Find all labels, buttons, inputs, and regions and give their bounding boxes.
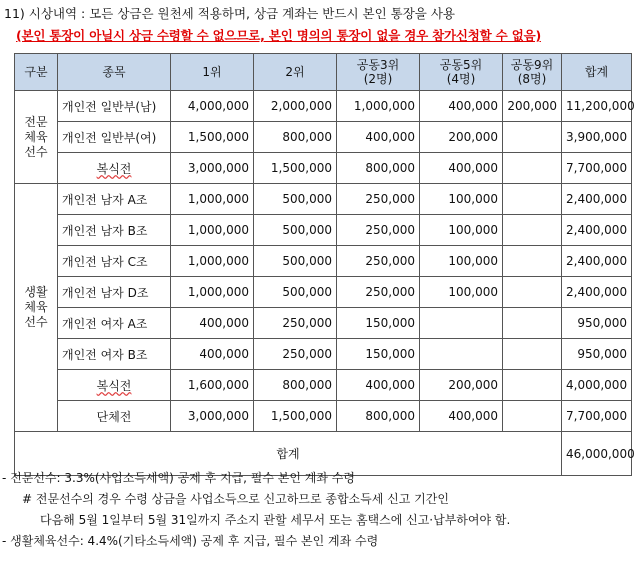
prize-cell: 250,000 [337, 246, 420, 277]
prize-cell [503, 153, 562, 184]
event-cell [58, 370, 171, 401]
event-cell: 개인전 남자 D조 [58, 277, 171, 308]
prize-cell: 100,000 [420, 277, 503, 308]
event-label: 복식전 [96, 161, 132, 176]
prize-cell: 250,000 [337, 277, 420, 308]
prize-cell: 200,000 [503, 91, 562, 122]
table-row [15, 277, 632, 308]
row-total-cell: 3,900,000 [562, 122, 632, 153]
prize-cell: 250,000 [337, 215, 420, 246]
prize-cell [503, 184, 562, 215]
event-cell: 개인전 남자 C조 [58, 246, 171, 277]
prize-cell: 400,000 [171, 308, 254, 339]
table-row [15, 246, 632, 277]
prize-cell: 800,000 [254, 122, 337, 153]
prize-cell: 200,000 [420, 122, 503, 153]
event-cell: 개인전 남자 B조 [58, 215, 171, 246]
table-row [15, 215, 632, 246]
event-cell [58, 153, 171, 184]
header-event: 종목 [58, 54, 171, 91]
prize-cell: 500,000 [254, 277, 337, 308]
section-heading: 11) 시상내역 : 모든 상금은 원천세 적용하며, 상금 계좌는 반드시 본인 통장을 사용 [4, 6, 455, 21]
header-joint-ninth: 공동9위 (8명) [503, 54, 562, 91]
table-row [15, 153, 632, 184]
header-joint-fifth: 공동5위 (4명) [420, 54, 503, 91]
event-cell: 개인전 일반부(여) [58, 122, 171, 153]
event-cell: 개인전 여자 B조 [58, 339, 171, 370]
prize-cell [503, 370, 562, 401]
prize-cell [503, 277, 562, 308]
prize-cell: 500,000 [254, 215, 337, 246]
prize-cell [420, 308, 503, 339]
prize-cell: 1,500,000 [254, 153, 337, 184]
prize-cell: 4,000,000 [171, 91, 254, 122]
prize-cell: 1,600,000 [171, 370, 254, 401]
prize-cell: 800,000 [337, 401, 420, 432]
header-total: 합계 [562, 54, 632, 91]
prize-cell: 250,000 [254, 308, 337, 339]
note-amateur: - 생활체육선수: 4.4%(기타소득세액) 공제 후 지급, 필수 본인 계좌 수령 [2, 534, 379, 548]
note-tax-period: 다음해 5월 1일부터 5월 31일까지 주소지 관할 세무서 또는 홈택스에 신고·납부하여야 함. [40, 513, 511, 527]
prize-cell: 100,000 [420, 215, 503, 246]
table-row [15, 308, 632, 339]
prize-cell [503, 339, 562, 370]
table-row [15, 122, 632, 153]
prize-cell: 1,000,000 [171, 215, 254, 246]
event-cell: 개인전 여자 A조 [58, 308, 171, 339]
prize-cell: 500,000 [254, 184, 337, 215]
prize-cell: 1,500,000 [254, 401, 337, 432]
grand-total-label: 합계 [15, 432, 562, 476]
event-cell: 단체전 [58, 401, 171, 432]
prize-cell: 400,000 [420, 153, 503, 184]
row-total-cell: 7,700,000 [562, 153, 632, 184]
prize-cell: 1,000,000 [171, 184, 254, 215]
prize-cell: 150,000 [337, 339, 420, 370]
prize-cell: 800,000 [254, 370, 337, 401]
prize-cell: 500,000 [254, 246, 337, 277]
table-row [15, 401, 632, 432]
prize-cell [503, 246, 562, 277]
table-row [15, 184, 632, 215]
header-category: 구분 [15, 54, 58, 91]
note-tax-report: # 전문선수의 경우 수령 상금을 사업소득으로 신고하므로 종합소득세 신고 기간인 [22, 492, 449, 506]
event-cell: 개인전 일반부(남) [58, 91, 171, 122]
row-total-cell: 950,000 [562, 308, 632, 339]
row-total-cell: 2,400,000 [562, 184, 632, 215]
header-second: 2위 [254, 54, 337, 91]
group-professional: 전문 체육 선수 [15, 91, 58, 184]
warning-text: (본인 통장이 아닐시 상금 수령할 수 없으므로, 본인 명의의 통장이 없을 경우 참가신청할 수 없음) [16, 28, 541, 43]
prize-cell [503, 215, 562, 246]
prize-cell [503, 308, 562, 339]
event-label: 복식전 [96, 378, 132, 393]
prize-cell: 2,000,000 [254, 91, 337, 122]
group-amateur: 생활 체육 선수 [15, 184, 58, 432]
header-joint-third: 공동3위 (2명) [337, 54, 420, 91]
row-total-cell: 11,200,000 [562, 91, 632, 122]
row-total-cell: 7,700,000 [562, 401, 632, 432]
row-total-cell: 2,400,000 [562, 246, 632, 277]
prize-cell: 1,000,000 [337, 91, 420, 122]
table-row [15, 91, 632, 122]
prize-cell: 400,000 [420, 91, 503, 122]
prize-cell: 250,000 [254, 339, 337, 370]
prize-cell: 400,000 [420, 401, 503, 432]
event-cell: 개인전 남자 A조 [58, 184, 171, 215]
header-first: 1위 [171, 54, 254, 91]
header-row [15, 54, 632, 91]
table-row [15, 370, 632, 401]
prize-cell: 400,000 [337, 122, 420, 153]
prize-cell: 1,000,000 [171, 277, 254, 308]
prize-cell: 3,000,000 [171, 401, 254, 432]
prize-cell: 1,500,000 [171, 122, 254, 153]
prize-cell: 100,000 [420, 246, 503, 277]
prize-cell [420, 339, 503, 370]
prize-cell: 3,000,000 [171, 153, 254, 184]
grand-total-value: 46,000,000 [562, 432, 632, 476]
note-professional: - 전문선수: 3.3%(사업소득세액) 공제 후 지급, 필수 본인 계좌 수령 [2, 471, 355, 485]
prize-cell: 800,000 [337, 153, 420, 184]
notes [0, 468, 510, 552]
prize-cell: 100,000 [420, 184, 503, 215]
prize-cell: 400,000 [171, 339, 254, 370]
table-row [15, 339, 632, 370]
row-total-cell: 2,400,000 [562, 277, 632, 308]
prize-cell: 200,000 [420, 370, 503, 401]
prize-cell: 250,000 [337, 184, 420, 215]
prize-table [14, 53, 635, 476]
prize-cell [503, 122, 562, 153]
row-total-cell: 2,400,000 [562, 215, 632, 246]
row-total-cell: 4,000,000 [562, 370, 632, 401]
prize-cell: 150,000 [337, 308, 420, 339]
row-total-cell: 950,000 [562, 339, 632, 370]
prize-cell: 400,000 [337, 370, 420, 401]
prize-cell [503, 401, 562, 432]
prize-cell: 1,000,000 [171, 246, 254, 277]
